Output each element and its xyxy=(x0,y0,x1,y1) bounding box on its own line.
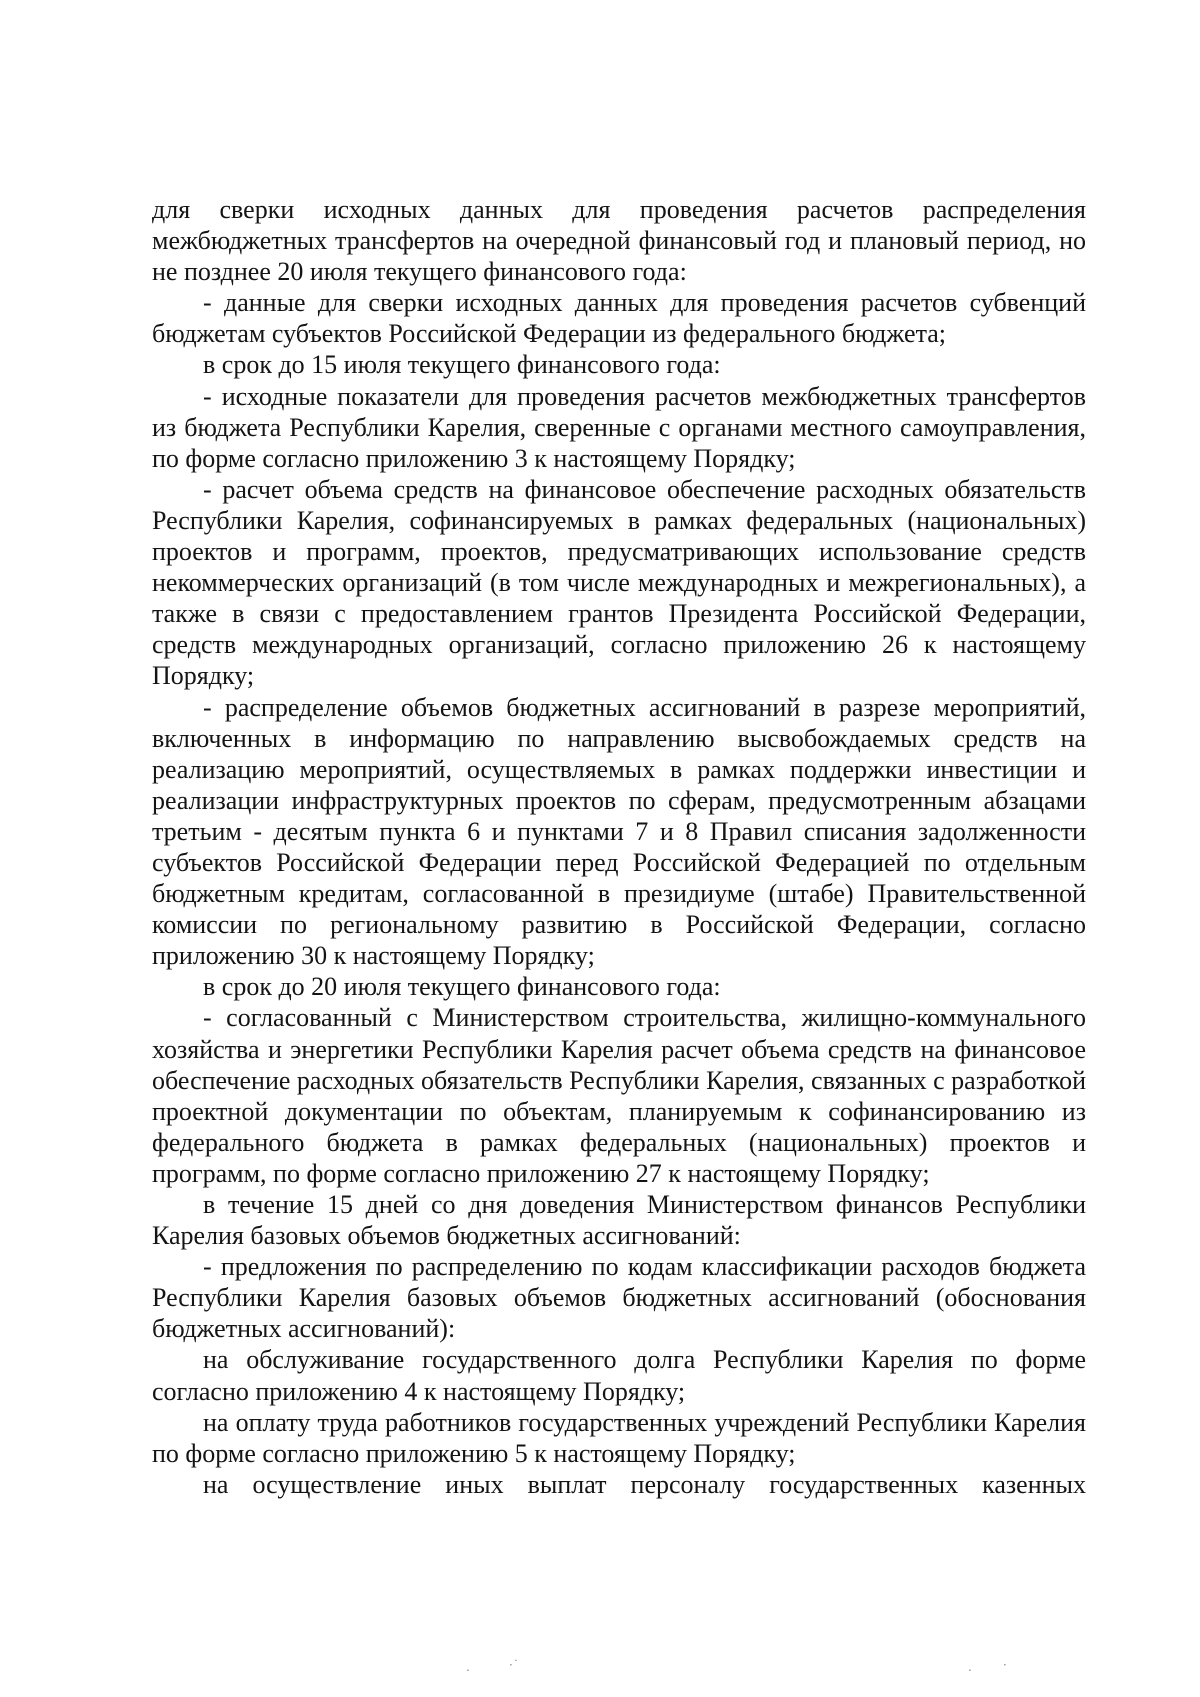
paragraph: - согласованный с Министерством строительства, жилищно-коммунального хозяйства и энергетики Республики Карелия расчет объема средств на финансовое обеспечение расходных обязательств Республики Карелия, связанных с разработкой проектной документации по объектам, планируемым к софинансированию из федерального бюджета в рамках федеральных (национальных) проектов и программ, по форме согласно приложению 27 к настоящему Порядку; xyxy=(152,1003,1086,1188)
paragraph: в течение 15 дней со дня доведения Министерством финансов Республики Карелия базовых объемов бюджетных ассигнований: xyxy=(152,1190,1086,1251)
paragraph: - исходные показатели для проведения расчетов межбюджетных трансфертов из бюджета Республики Карелия, сверенные с органами местного самоуправления, по форме согласно приложению 3 к настоящему Порядку; xyxy=(152,381,1086,473)
paragraph: на оплату труда работников государственных учреждений Республики Карелия по форме согласно приложению 5 к настоящему Порядку; xyxy=(152,1407,1086,1468)
scan-artifact: · xyxy=(1003,1658,1007,1672)
paragraph: в срок до 20 июля текущего финансового года: xyxy=(203,972,721,1002)
scan-artifact: . xyxy=(968,1660,972,1674)
paragraph: - расчет объема средств на финансовое обеспечение расходных обязательств Республики Карелия, софинансируемых в рамках федеральных (национальных) проектов и программ, проектов, предусматривающих использование средств некоммерческих организаций (в том числе международных и межрегиональных), а также в связи с предоставлением грантов Президента Российской Федерации, средств международных организаций, согласно приложению 26 к настоящему Порядку; xyxy=(152,474,1086,691)
document-body xyxy=(152,194,1086,1500)
paragraph: на обслуживание государственного долга Республики Карелия по форме согласно приложению 4 к настоящему Порядку; xyxy=(152,1345,1086,1406)
paragraph: в срок до 15 июля текущего финансового года: xyxy=(203,350,721,380)
paragraph: для сверки исходных данных для проведения расчетов распределения межбюджетных трансфертов на очередной финансовый год и плановый период, но не позднее 20 июля текущего финансового года: xyxy=(152,195,1086,287)
paragraph: - предложения по распределению по кодам классификации расходов бюджета Республики Карелия базовых объемов бюджетных ассигнований (обоснования бюджетных ассигнований): xyxy=(152,1252,1086,1344)
scan-artifact: ·˙ xyxy=(509,1658,519,1672)
paragraph: - распределение объемов бюджетных ассигнований в разрезе мероприятий, включенных в информацию по направлению высвобождаемых средств на реализацию мероприятий, осуществляемых в рамках поддержки инвестиции и реализации инфраструктурных проектов по сферам, предусмотренным абзацами третьим - десятым пункта 6 и пунктами 7 и 8 Правил списания задолженности субъектов Российской Федерации перед Российской Федерацией по отдельным бюджетным кредитам, согласованной в президиуме (штабе) Правительственной комиссии по региональному развитию в Российской Федерации, согласно приложению 30 к настоящему Порядку; xyxy=(152,692,1086,971)
paragraph: - данные для сверки исходных данных для проведения расчетов субвенций бюджетам субъектов Российской Федерации из федерального бюджета; xyxy=(152,288,1086,349)
paragraph: на осуществление иных выплат персоналу государственных казенных xyxy=(203,1469,1086,1499)
scan-artifact: . xyxy=(466,1660,470,1674)
